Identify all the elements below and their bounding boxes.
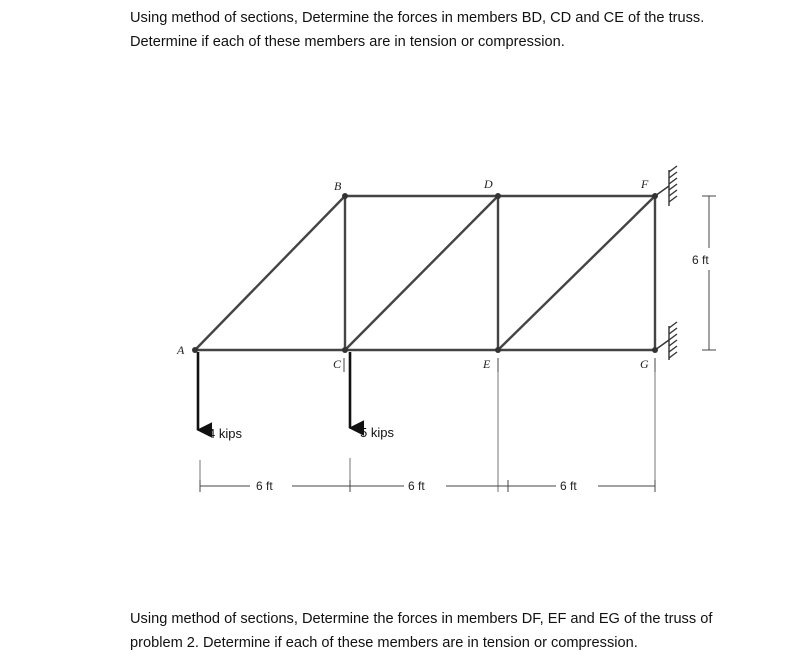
joint-label-e: E [483, 357, 491, 371]
dimension-extension-lines [200, 372, 655, 492]
joint-e-pin [495, 347, 501, 353]
problem-2-text [130, 607, 798, 655]
load-label-4-kips: 4 kips [208, 426, 242, 441]
problem-1-text [130, 6, 798, 54]
wall-support-g [655, 322, 677, 360]
joint-label-f: F [641, 177, 649, 191]
load-label-5-kips: 5 kips [360, 425, 394, 440]
joint-b-pin [342, 193, 348, 199]
member-ab [195, 196, 345, 350]
problem-1-line-1: Using method of sections, Determine the forces in members BD, CD and CE of the truss. [130, 10, 705, 26]
wall-support-f [655, 166, 677, 206]
problem-2-line-1: Using method of sections, Determine the forces in members DF, EF and EG of the truss of [130, 611, 713, 627]
joint-label-a: A [177, 343, 185, 357]
dimension-label-span-2: 6 ft [408, 479, 425, 493]
joint-d-pin [495, 193, 501, 199]
problem-1-line-2: Determine if each of these members are in tension or compression. [130, 34, 565, 50]
joint-label-g: G [640, 357, 649, 371]
joint-pins [192, 193, 658, 353]
dimension-label-span-1: 6 ft [256, 479, 273, 493]
member-ef [498, 196, 655, 350]
member-cd [345, 196, 498, 350]
dimension-label-span-3: 6 ft [560, 479, 577, 493]
joint-label-d: D [484, 177, 493, 191]
truss-figure [0, 160, 798, 520]
vertical-dimension [702, 196, 716, 350]
joint-label-c: C [333, 357, 342, 371]
joint-label-b: B [334, 179, 342, 193]
truss-members [195, 196, 655, 350]
problem-2-line-2: problem 2. Determine if each of these members are in tension or compression. [130, 635, 638, 651]
dimension-label-height: 6 ft [692, 253, 709, 267]
joint-c-pin [342, 347, 348, 353]
